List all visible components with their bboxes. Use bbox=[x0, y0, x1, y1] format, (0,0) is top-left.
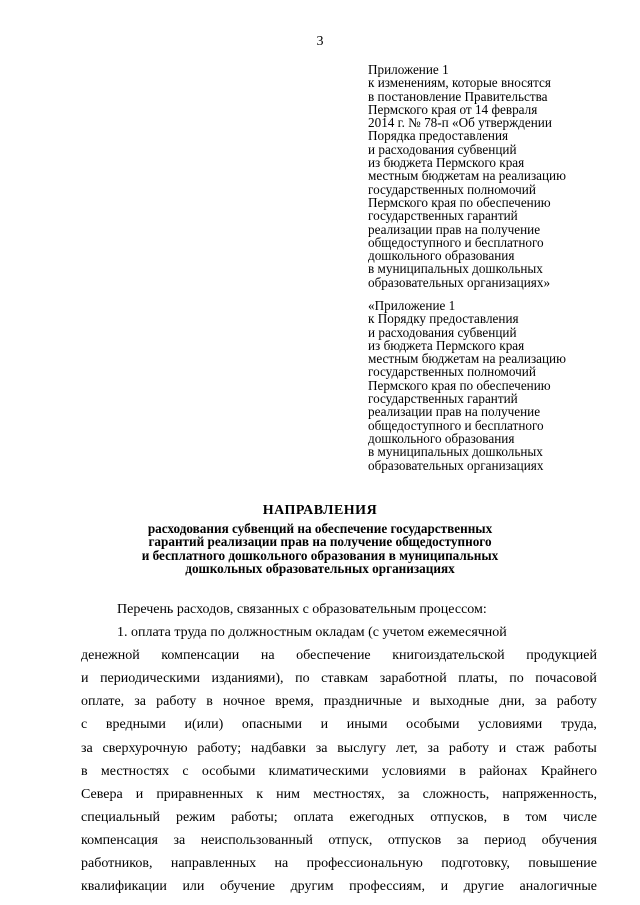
annex-1-line: реализации прав на получение bbox=[368, 221, 541, 237]
annex-1-line: к изменениям, которые вносятся bbox=[368, 75, 551, 91]
annex-1-line: местным бюджетам на реализацию bbox=[368, 168, 566, 184]
subtitle-line: дошкольных образовательных организациях bbox=[185, 561, 455, 577]
paragraph-line: денежной компенсации на обеспечение книгоиздательской продукцией bbox=[81, 648, 597, 664]
annex-2-line: Пермского края по обеспечению bbox=[368, 377, 551, 393]
paragraph-line: оплате, за работу в ночное время, праздничные и выходные дни, за работу bbox=[81, 694, 597, 710]
paragraph-line: и периодическими изданиями), по ставкам заработной платы, по почасовой bbox=[81, 671, 597, 687]
document-subtitle bbox=[0, 522, 640, 576]
annex-2-line: дошкольного образования bbox=[368, 430, 515, 446]
paragraph-line: специальный режим работы; оплата ежегодных отпусков, в том числе bbox=[81, 809, 597, 825]
paragraph-line: 1. оплата труда по должностным окладам (с учетом ежемесячной bbox=[117, 625, 507, 641]
annex-1-line: и расходования субвенций bbox=[368, 141, 517, 157]
annex-1-line: в муниципальных дошкольных bbox=[368, 261, 543, 277]
annex-2-line: и расходования субвенций bbox=[368, 324, 517, 340]
annex-1-line: Порядка предоставления bbox=[368, 128, 509, 144]
subtitle-line: и бесплатного дошкольного образования в муниципальных bbox=[141, 547, 499, 563]
annex-1-line: из бюджета Пермского края bbox=[368, 155, 525, 171]
annex-2-header bbox=[368, 299, 608, 472]
paragraph-line: Севера и приравненных к ним местностях, за сложность, напряженность, bbox=[81, 786, 597, 802]
annex-1-line: Пермского края по обеспечению bbox=[368, 194, 551, 210]
annex-2-line: государственных полномочий bbox=[368, 364, 536, 380]
annex-1-line: государственных гарантий bbox=[368, 208, 518, 224]
body-text bbox=[81, 598, 597, 898]
annex-1-line: общедоступного и бесплатного bbox=[368, 234, 544, 250]
annex-1-line: в постановление Правительства bbox=[368, 88, 548, 104]
annex-1-line: Приложение 1 bbox=[368, 62, 449, 77]
page-number: 3 bbox=[316, 34, 324, 49]
annex-1-line: государственных полномочий bbox=[368, 181, 536, 197]
annex-2-line: к Порядку предоставления bbox=[368, 311, 519, 327]
subtitle-line: расходования субвенций на обеспечение государственных bbox=[147, 521, 493, 536]
annex-2-line: общедоступного и бесплатного bbox=[368, 417, 544, 433]
subtitle-line: гарантий реализации прав на получение общедоступного bbox=[148, 534, 492, 550]
annex-1-line: образовательных организациях» bbox=[368, 274, 551, 290]
annex-2-line: образовательных организациях bbox=[368, 457, 544, 473]
paragraph-line: с вредными и(или) опасными и иными особыми условиями труда, bbox=[81, 717, 597, 733]
annex-2-line: реализации прав на получение bbox=[368, 404, 541, 420]
annex-1-line: дошкольного образования bbox=[368, 248, 515, 264]
annex-2-line: из бюджета Пермского края bbox=[368, 337, 525, 353]
document-title: НАПРАВЛЕНИЯ bbox=[262, 503, 378, 518]
paragraph-line: в местностях с особыми климатическими условиями в районах Крайнего bbox=[81, 763, 597, 779]
annex-1-line: Пермского края от 14 февраля bbox=[368, 101, 538, 117]
paragraph-line: за сверхурочную работу; надбавки за выслугу лет, за работу и стаж работы bbox=[81, 740, 597, 756]
paragraph-line: квалификации или обучение другим профессиям, и другие аналогичные bbox=[81, 879, 597, 895]
annex-2-line: в муниципальных дошкольных bbox=[368, 444, 543, 460]
intro-line: Перечень расходов, связанных с образовательным процессом: bbox=[117, 602, 487, 617]
paragraph-line: компенсация за неиспользованный отпуск, отпусков за период обучения bbox=[81, 832, 597, 848]
annex-2-line: местным бюджетам на реализацию bbox=[368, 351, 566, 367]
annex-2-line: «Приложение 1 bbox=[368, 298, 456, 313]
annex-1-line: 2014 г. № 78-п «Об утверждении bbox=[368, 115, 552, 131]
annex-2-line: государственных гарантий bbox=[368, 391, 518, 407]
paragraph-line: работников, направленных на профессиональную подготовку, повышение bbox=[81, 856, 597, 872]
annex-1-header bbox=[368, 63, 608, 289]
